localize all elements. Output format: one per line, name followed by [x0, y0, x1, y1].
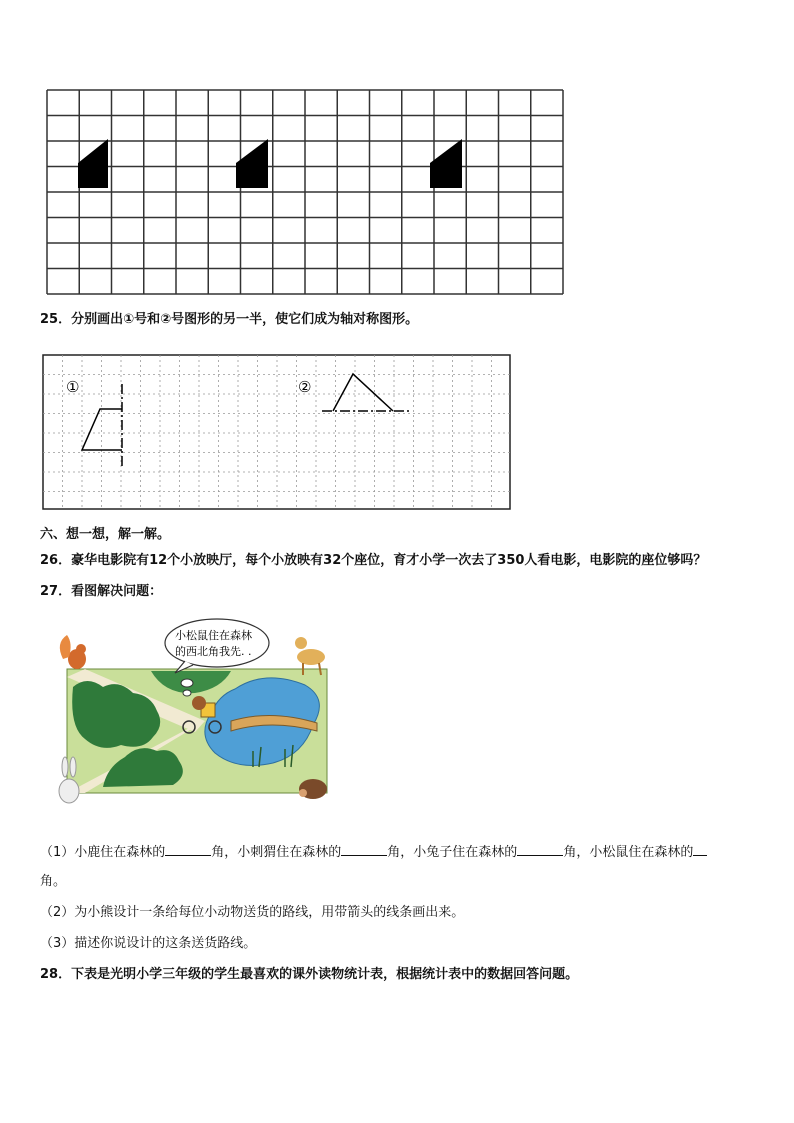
speech-line-1: 小松鼠住在森林 — [175, 629, 252, 642]
question-number: 27． — [40, 584, 72, 599]
question-text: 豪华电影院有12个小放映厅，每个小放映有32个座位，育才小学一次去了350人看电影，电影院的座位够吗？ — [71, 553, 707, 568]
section-heading: 六、想一想，解一解。 — [40, 527, 171, 542]
question-27-part-1-end: 角。 — [40, 874, 67, 889]
shape-3 — [430, 139, 462, 188]
question-text: 下表是光明小学三年级的学生最喜欢的课外读物统计表，根据统计表中的数据回答问题。 — [71, 967, 579, 982]
speech-line-2: 的西北角我先. . — [175, 645, 252, 658]
part-1-text-b: 角，小刺猬住在森林的 — [211, 845, 342, 860]
dotted-grid-figure — [42, 354, 512, 510]
answer-blank-squirrel[interactable] — [693, 843, 707, 856]
figure-label-2: ② — [298, 378, 312, 396]
question-28 — [40, 966, 578, 984]
squirrel-icon — [60, 635, 86, 669]
question-number: 25． — [40, 312, 72, 327]
forest-map-illustration — [55, 617, 340, 812]
question-text: 分别画出①号和②号图形的另一半，使它们成为轴对称图形。 — [71, 312, 419, 327]
question-27 — [40, 583, 162, 601]
question-number: 26． — [40, 553, 72, 568]
question-26 — [40, 552, 706, 570]
half-figure-2 — [333, 374, 393, 411]
question-25 — [40, 311, 418, 329]
answer-blank-hedgehog[interactable] — [341, 843, 387, 856]
shape-1 — [78, 139, 108, 188]
question-number: 28． — [40, 967, 72, 982]
top-grid-figure — [46, 89, 564, 295]
question-27-part-1 — [40, 843, 707, 862]
answer-blank-deer[interactable] — [165, 843, 211, 856]
hedgehog-icon — [299, 779, 327, 799]
part-1-text-d: 角，小松鼠住在森林的 — [563, 845, 694, 860]
question-text: 看图解决问题： — [71, 584, 163, 599]
speech-bubble — [165, 619, 269, 667]
half-figure-1 — [82, 409, 122, 450]
part-1-text-a: （1）小鹿住在森林的 — [40, 845, 166, 860]
part-1-text-c: 角，小兔子住在森林的 — [387, 845, 518, 860]
question-27-part-3: （3）描述你说设计的这条送货路线。 — [40, 936, 257, 951]
question-27-part-2: （2）为小熊设计一条给每位小动物送货的路线，用带箭头的线条画出来。 — [40, 905, 465, 920]
figure-label-1: ① — [66, 378, 80, 396]
answer-blank-rabbit[interactable] — [517, 843, 563, 856]
